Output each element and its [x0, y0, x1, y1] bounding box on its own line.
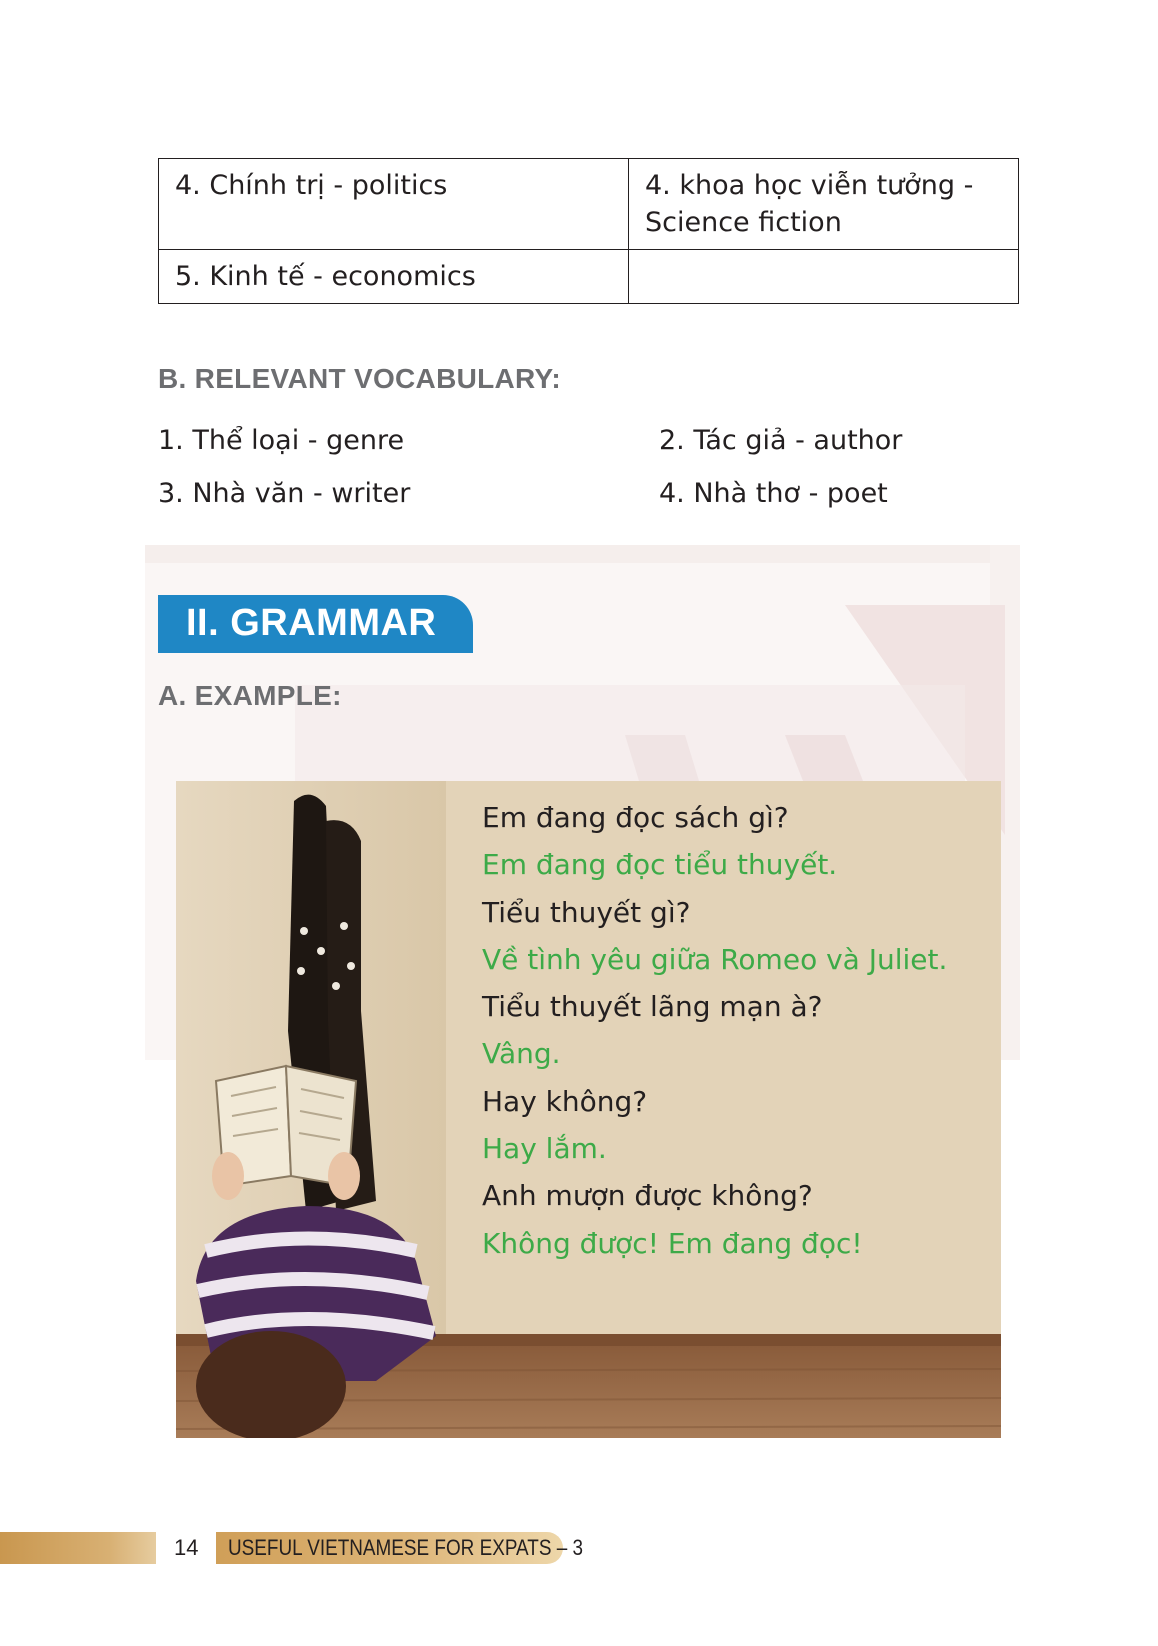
page-number: 14 [174, 1535, 199, 1560]
table-cell: 5. Kinh tế - economics [159, 250, 629, 304]
footer-accent-bar [0, 1532, 156, 1564]
vocabulary-table [158, 158, 1019, 304]
footer-title: USEFUL VIETNAMESE FOR EXPATS – 3 [228, 1535, 584, 1560]
dialogue-line: Em đang đọc tiểu thuyết. [482, 848, 838, 882]
grammar-banner [158, 595, 473, 653]
table-cell: 4. khoa học viễn tưởng - Science fiction [629, 159, 1019, 250]
relevant-vocabulary-heading: B. RELEVANT VOCABULARY: [158, 363, 562, 394]
dialogue-line: Về tình yêu giữa Romeo và Juliet. [482, 942, 948, 976]
dialogue-line: Tiểu thuyết lãng mạn à? [482, 990, 823, 1024]
dialogue-line: Không được! Em đang đọc! [482, 1226, 863, 1260]
vocab-item: 1. Thể loại - genre [158, 425, 405, 456]
vocab-item: 4. Nhà thơ - poet [659, 478, 888, 509]
table-cell: 4. Chính trị - politics [159, 159, 629, 250]
dialogue-line: Em đang đọc sách gì? [482, 801, 789, 834]
dialogue-line: Vâng. [482, 1037, 561, 1071]
footer-title-bar [216, 1532, 584, 1564]
example-heading: A. EXAMPLE: [158, 680, 342, 711]
vocab-item: 2. Tác giả - author [659, 425, 903, 456]
grammar-banner-title: II. GRAMMAR [186, 602, 437, 644]
table-row [159, 159, 1019, 250]
dialogue [482, 794, 947, 1267]
dialogue-line: Anh mượn được không? [482, 1179, 813, 1213]
dialogue-line: Hay lắm. [482, 1132, 607, 1166]
table-row [159, 250, 1019, 304]
vocab-item: 3. Nhà văn - writer [158, 478, 411, 509]
dialogue-line: Hay không? [482, 1084, 648, 1118]
example-card [176, 781, 1001, 1438]
table-cell [629, 250, 1019, 304]
dialogue-line: Tiểu thuyết gì? [482, 895, 691, 929]
